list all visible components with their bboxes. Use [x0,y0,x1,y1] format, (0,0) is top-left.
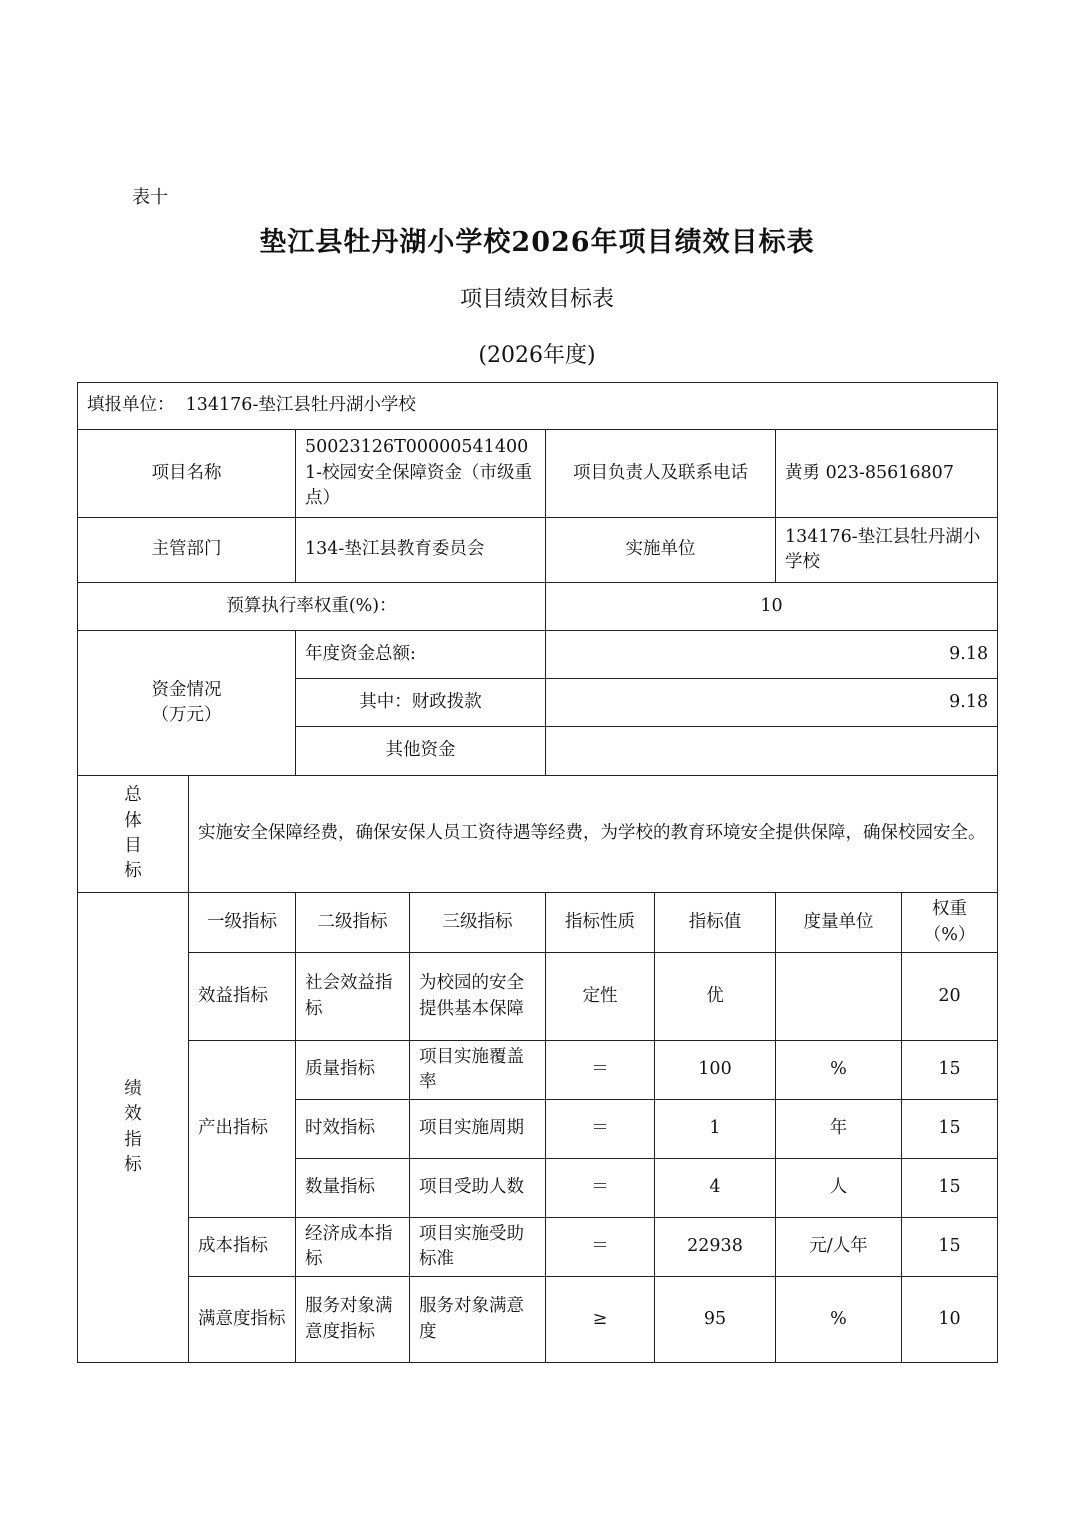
budget-weight-value: 10 [546,583,998,631]
funds-fiscal-label: 其中：财政拨款 [296,679,546,727]
budget-weight-label: 预算执行率权重(%)： [78,583,546,631]
indicator-level1: 满意度指标 [189,1277,296,1363]
header-weight: 权重（%） [902,893,998,953]
indicator-level2: 质量指标 [296,1041,410,1100]
indicator-weight: 15 [902,1041,998,1100]
indicator-unit: 元/人年 [776,1218,902,1277]
indicators-label-char: 指 [124,1129,142,1150]
indicator-unit: % [776,1277,902,1363]
indicator-level1: 成本指标 [189,1218,296,1277]
overall-goal-char: 总 [124,785,142,806]
department-row [78,518,998,583]
indicator-nature: ＝ [546,1041,655,1100]
overall-goal-label [78,776,189,893]
indicator-level3: 项目实施受助标准 [410,1218,546,1277]
overall-goal-row [78,776,998,893]
indicator-header-row [78,893,998,953]
indicator-value: 1 [655,1100,776,1159]
header-unit: 度量单位 [776,893,902,953]
overall-goal-char: 目 [124,836,142,856]
funds-total-label: 年度资金总额: [296,631,546,679]
project-name-value: 50023126T000005414001-校园安全保障资金（市级重点） [296,430,546,518]
indicator-weight: 20 [902,953,998,1041]
funds-fiscal-value: 9.18 [546,679,998,727]
header-level3: 三级指标 [410,893,546,953]
indicators-label-char: 绩 [124,1078,142,1099]
funds-total-value: 9.18 [546,631,998,679]
indicator-level2: 社会效益指标 [296,953,410,1041]
funds-unit-text: （万元） [151,705,222,725]
implementing-unit-value: 134176-垫江县牡丹湖小学校 [776,518,998,583]
overall-goal-char: 体 [124,810,142,831]
indicator-level3: 服务对象满意度 [410,1277,546,1363]
performance-target-table [77,382,998,1363]
reporting-unit-cell [78,383,998,430]
indicator-level1: 效益指标 [189,953,296,1041]
table-subtitle: 项目绩效目标表 [459,287,614,312]
indicator-level2: 经济成本指标 [296,1218,410,1277]
header-level2: 二级指标 [296,893,410,953]
indicator-nature: ≥ [546,1277,655,1363]
indicator-weight: 15 [902,1159,998,1218]
indicator-level3: 项目受助人数 [410,1159,546,1218]
indicator-level2: 时效指标 [296,1100,410,1159]
indicator-nature: 定性 [546,953,655,1041]
header-value: 指标值 [655,893,776,953]
table-row [78,1218,998,1277]
fiscal-year: (2026年度) [478,343,596,368]
indicator-level2: 服务对象满意度指标 [296,1277,410,1363]
indicator-nature: ＝ [546,1159,655,1218]
indicator-value: 95 [655,1277,776,1363]
indicator-level3: 为校园的安全提供基本保障 [410,953,546,1041]
indicator-value: 优 [655,953,776,1041]
indicator-level3: 项目实施覆盖率 [410,1041,546,1100]
indicator-unit [776,953,902,1041]
funds-other-label: 其他资金 [296,727,546,776]
implementing-unit-label: 实施单位 [546,518,776,583]
overall-goal-text: 实施安全保障经费，确保安保人员工资待遇等经费，为学校的教育环境安全提供保障，确保校园安全。 [189,776,998,893]
funds-other-value [546,727,998,776]
indicators-label [78,893,189,1363]
table-number: 表十 [132,187,168,208]
indicator-unit: 人 [776,1159,902,1218]
indicators-label-char: 标 [124,1154,142,1175]
funds-label [78,631,296,776]
department-value: 134-垫江县教育委员会 [296,518,546,583]
project-name-label: 项目名称 [78,430,296,518]
indicator-value: 100 [655,1041,776,1100]
project-name-row [78,430,998,518]
project-contact-value: 黄勇 023-85616807 [776,430,998,518]
budget-weight-row [78,583,998,631]
indicator-weight: 15 [902,1100,998,1159]
table-row [78,1277,998,1363]
table-row [78,1041,998,1100]
table-row [78,953,998,1041]
indicator-nature: ＝ [546,1100,655,1159]
funds-label-text: 资金情况 [151,679,222,700]
indicator-value: 22938 [655,1218,776,1277]
indicator-level1: 产出指标 [189,1041,296,1218]
reporting-unit-value: 134176-垫江县牡丹湖小学校 [185,395,416,416]
indicator-level2: 数量指标 [296,1159,410,1218]
indicator-unit: % [776,1041,902,1100]
indicator-nature: ＝ [546,1218,655,1277]
header-nature: 指标性质 [546,893,655,953]
indicator-value: 4 [655,1159,776,1218]
document-title: 垫江县牡丹湖小学校2026年项目绩效目标表 [259,227,815,258]
reporting-unit-label: 填报单位： [87,395,175,416]
indicators-label-char: 效 [124,1104,142,1125]
department-label: 主管部门 [78,518,296,583]
indicator-weight: 15 [902,1218,998,1277]
unit-row [78,383,998,430]
indicator-unit: 年 [776,1100,902,1159]
indicator-weight: 10 [902,1277,998,1363]
indicator-level3: 项目实施周期 [410,1100,546,1159]
header-level1: 一级指标 [189,893,296,953]
project-contact-label: 项目负责人及联系电话 [546,430,776,518]
overall-goal-char: 标 [124,861,142,882]
funds-total-row [78,631,998,679]
